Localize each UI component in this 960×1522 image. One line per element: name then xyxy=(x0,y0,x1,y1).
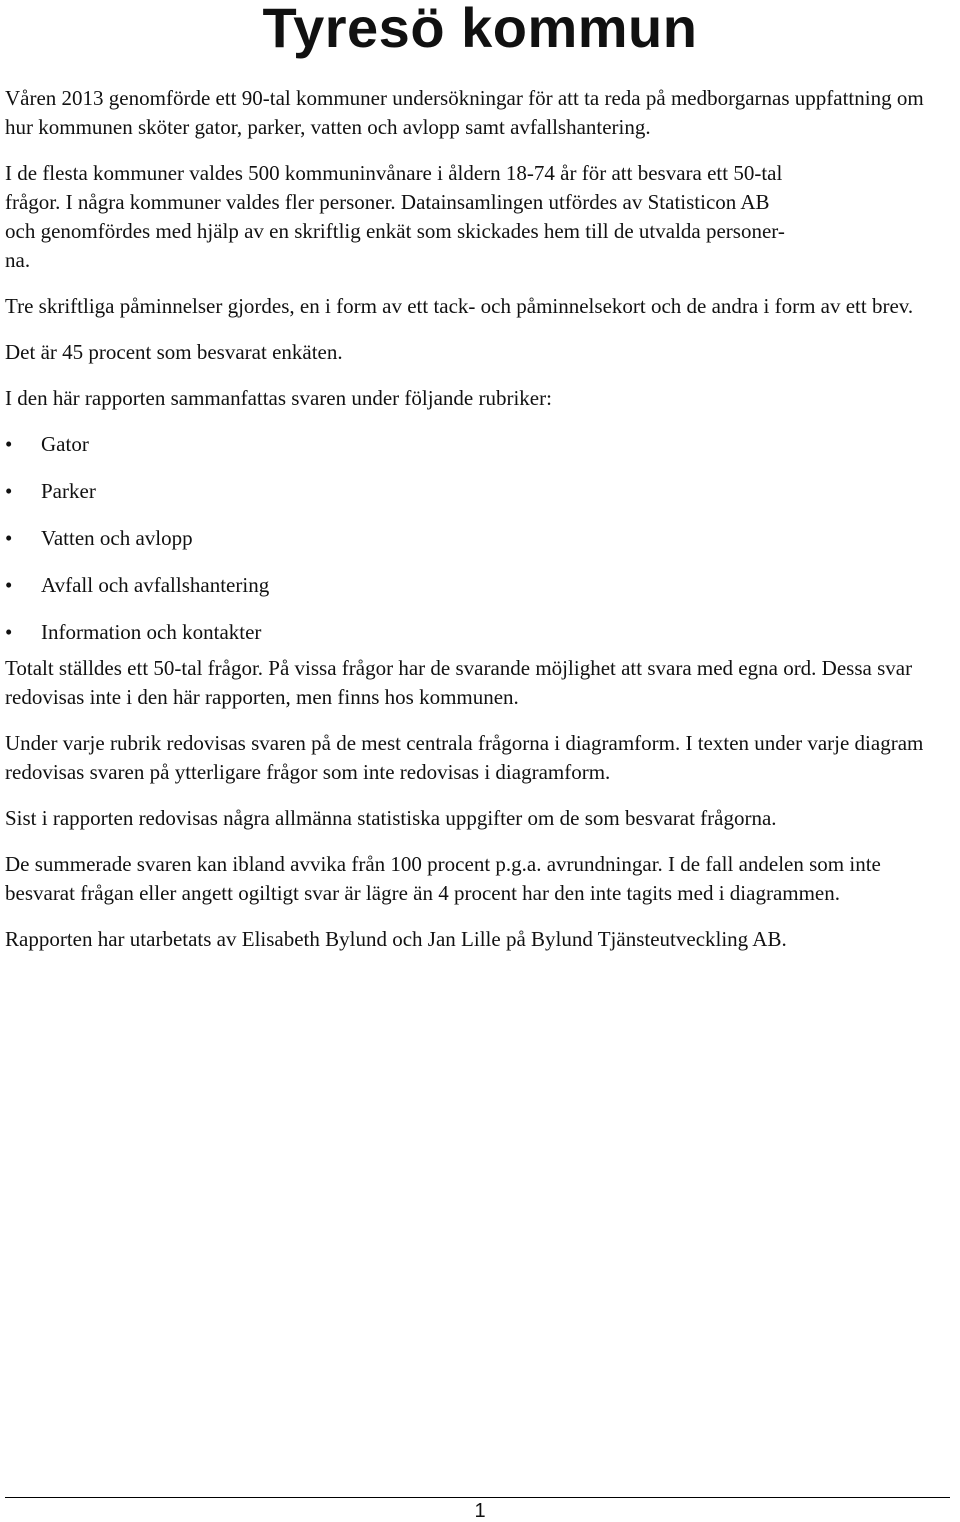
paragraph-reminders: Tre skriftliga påminnelser gjordes, en i form av ett tack- och påminnelsekort och de andra i form av ett brev. xyxy=(5,294,914,318)
paragraph-intro: Våren 2013 genomförde ett 90-tal kommuner undersökningar för att ta reda på medborgarnas uppfattning om hur kommunen sköter gator, parker, vatten och avlopp samt avfallshantering. xyxy=(5,86,924,139)
list-item xyxy=(5,430,950,477)
bullet-icon: • xyxy=(5,479,13,503)
paragraph-rounding: De summerade svaren kan ibland avvika från 100 procent p.g.a. avrundningar. I de fall andelen som inte besvarat frågan eller angett ogiltigt svar är lägre än 4 procent har den inte tagits med i diagrammen. xyxy=(5,852,881,905)
paragraph-diagrams: Under varje rubrik redovisas svaren på de mest centrala frågorna i diagramform. I texten under varje diagram redovisas svaren på ytterligare frågor som inte redovisas i diagramform. xyxy=(5,731,924,784)
paragraph-response-rate: Det är 45 procent som besvarat enkäten. xyxy=(5,340,343,364)
paragraph-authors: Rapporten har utarbetats av Elisabeth Bylund och Jan Lille på Bylund Tjänsteutveckling AB. xyxy=(5,927,787,951)
page-number: 1 xyxy=(474,1500,486,1522)
bullet-icon: • xyxy=(5,573,13,597)
list-item xyxy=(5,618,950,654)
paragraph-selection-line: frågor. I några kommuner valdes fler personer. Datainsamlingen utfördes av Statisticon AB xyxy=(5,190,770,214)
list-item-label: Avfall och avfallshantering xyxy=(41,573,270,597)
paragraph-statistics: Sist i rapporten redovisas några allmänna statistiska uppgifter om de som besvarat frågorna. xyxy=(5,806,777,830)
bullet-icon: • xyxy=(5,620,13,644)
paragraph-selection-line: och genomfördes med hjälp av en skriftlig enkät som skickades hem till de utvalda personer- xyxy=(5,219,785,243)
list-item xyxy=(5,524,950,571)
bullet-icon: • xyxy=(5,526,13,550)
paragraph-total-questions: Totalt ställdes ett 50-tal frågor. På vissa frågor har de svarande möjlighet att svara med egna ord. Dessa svar redovisas inte i den här rapporten, men finns hos kommunen. xyxy=(5,656,913,709)
paragraph-selection-line: na. xyxy=(5,248,31,272)
list-item-label: Gator xyxy=(41,432,89,456)
list-item-label: Parker xyxy=(41,479,96,503)
paragraph-selection-line: I de flesta kommuner valdes 500 kommuninvånare i åldern 18-74 år för att besvara ett 50-tal xyxy=(5,161,783,185)
page-title: Tyresö kommun xyxy=(262,0,698,59)
paragraph-headings-intro: I den här rapporten sammanfattas svaren under följande rubriker: xyxy=(5,386,552,410)
headings-list xyxy=(5,430,950,654)
document-body xyxy=(5,84,950,971)
paragraph-selection xyxy=(5,159,950,275)
bullet-icon: • xyxy=(5,432,13,456)
list-item xyxy=(5,477,950,524)
list-item xyxy=(5,571,950,618)
list-item-label: Information och kontakter xyxy=(41,620,262,644)
footer-divider xyxy=(5,1497,950,1498)
list-item-label: Vatten och avlopp xyxy=(41,526,193,550)
